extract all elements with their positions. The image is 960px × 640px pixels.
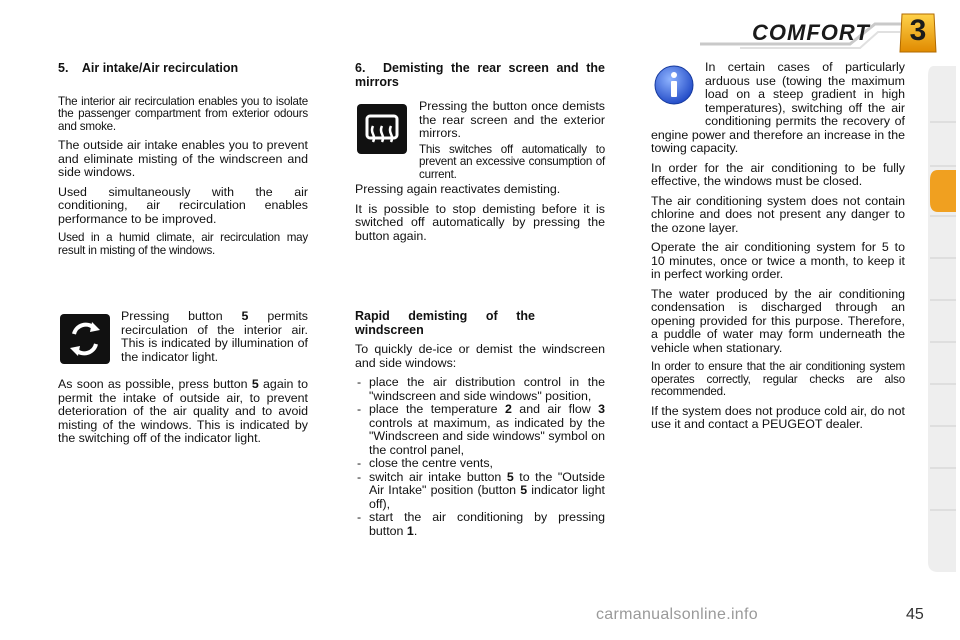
list-item: - place the temperature 2 and air flow 3 controls at maximum, as indicated by the "Windscreen and side windows" symbol on the control panel, [355,403,605,457]
column-air-intake [58,62,308,263]
button-reference: 5 [241,310,249,323]
paragraph: The water produced by the air conditioning condensation is discharged through an opening provided for this purpose. Therefore, a puddle of water may form underneath the vehicle when stationary. [651,286,905,355]
paragraph: The outside air intake enables you to prevent and eliminate misting of the windscreen and side windows. [58,138,308,179]
section-heading-rapid-demisting: Rapid demisting of the windscreen [355,309,535,337]
page-number: 45 [906,606,924,623]
paragraph: As soon as possible, press button 5 again to permit the intake of outside air, to prevent deterioration of the air quality and to avoid misting of the windows. This is indicated by the switching off of the indicator light. [58,377,308,445]
paragraph: Operate the air conditioning system for 5 to 10 minutes, once or twice a month, to keep it in perfect working order. [651,240,905,281]
demisting-text: Pressing again reactivates demisting. It is possible to stop demisting before it is switched off automatically by pressing the button again. [355,182,605,243]
recirculation-icon [60,314,110,364]
paragraph: Used in a humid climate, air recirculation may result in misting of the windows. [58,231,308,257]
demisting-description: Pressing the button once demists the rear screen and the exterior mirrors. This switches off automatically to prevent an excessive consumption of current. [419,99,605,181]
paragraph: In order for the air conditioning to be fully effective, the windows must be closed. [651,160,905,188]
paragraph: The interior air recirculation enables you to isolate the passenger compartment from exterior odours and smoke. [58,94,308,133]
rapid-demisting-section [355,310,605,538]
section-heading-air-intake: 5. Air intake/Air recirculation [58,61,239,75]
steps-list [355,376,605,538]
paragraph: To quickly de-ice or demist the windscreen and side windows: [355,342,605,370]
info-note: In certain cases of particularly arduous use (towing the maximum load on a steep gradient in high temperatures), switching off the air conditioning permits the recovery of engine power and therefore an increase in the towing capacity. [651,60,905,155]
recirculation-description: Pressing button 5 permits recirculation of the interior air. This is indicated by illumination of the indicator light. [121,310,308,364]
paragraph: The air conditioning system does not contain chlorine and does not present any danger to the ozone layer. [651,193,905,235]
button-reference: 5 [251,377,259,391]
list-item: - switch air intake button 5 to the "Outside Air Intake" position (button 5 indicator light off), [355,471,605,512]
list-item: - place the air distribution control in the "windscreen and side windows" position, [355,376,605,403]
list-item: - start the air conditioning by pressing button 1. [355,511,605,538]
rear-demist-icon [357,104,407,154]
paragraph: If the system does not produce cold air, do not use it and contact a PEUGEOT dealer. [651,403,905,431]
info-column [651,61,905,438]
paragraph: Used simultaneously with the air conditioning, air recirculation enables performance to be improved. [58,184,308,226]
chapter-tabs[interactable] [926,66,956,572]
watermark: carmanualsonline.info [596,606,758,623]
section-heading-demisting: 6. Demisting the rear screen and the mirrors [355,61,605,89]
chapter-number: 3 [909,14,927,47]
list-item: - close the centre vents, [355,457,605,471]
paragraph: In order to ensure that the air conditioning system operates correctly, regular checks are also recommended. [651,360,905,398]
chapter-title: COMFORT [752,20,870,45]
